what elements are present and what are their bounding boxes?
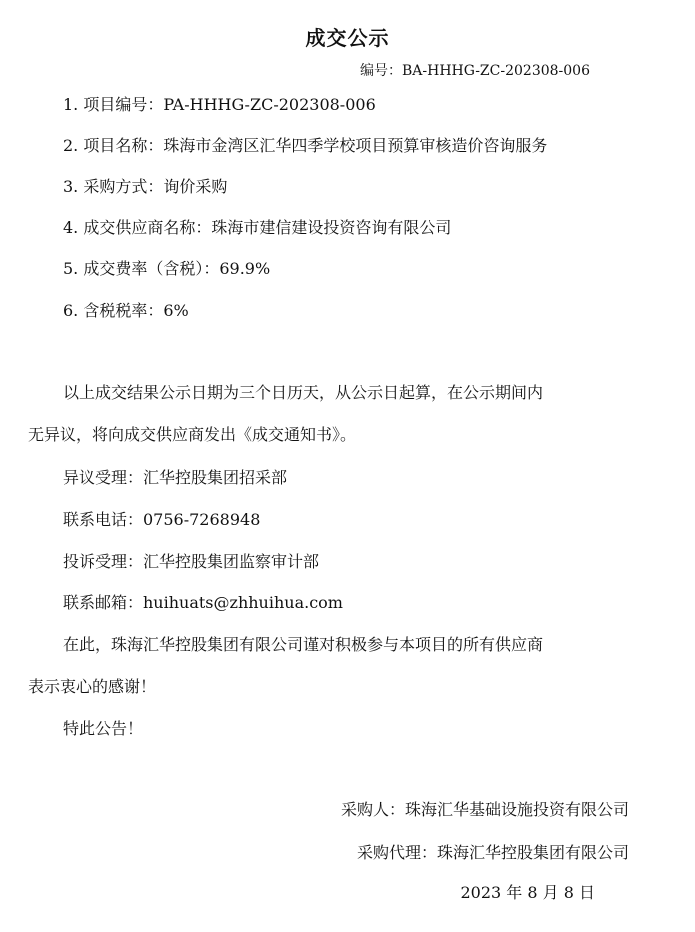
thanks-line-1: 在此，珠海汇华控股集团有限公司谨对积极参与本项目的所有供应商: [63, 635, 544, 654]
objection-contact: 异议受理：汇华控股集团招采部: [63, 468, 288, 487]
closing-statement: 特此公告！: [63, 719, 144, 738]
thanks-line-2: 表示衷心的感谢！: [28, 677, 157, 696]
document-title: 成交公示: [305, 26, 390, 50]
email-contact: 联系邮箱：huihuats@zhhuihua.com: [63, 593, 343, 612]
notice-line-2: 无异议，将向成交供应商发出《成交通知书》。: [28, 425, 357, 444]
list-item: 4. 成交供应商名称：珠海市建信建设投资咨询有限公司: [63, 218, 452, 237]
list-item: 1. 项目编号：PA-HHHG-ZC-202308-006: [63, 95, 376, 114]
list-item: 5. 成交费率（含税）：69.9%: [63, 259, 271, 278]
notice-line-1: 以上成交结果公示日期为三个日历天，从公示日起算，在公示期间内: [63, 383, 544, 402]
complaint-contact: 投诉受理：汇华控股集团监察审计部: [63, 552, 320, 571]
phone-contact: 联系电话：0756-7268948: [63, 510, 261, 529]
purchaser-signature: 采购人：珠海汇华基础设施投资有限公司: [340, 800, 629, 819]
agent-signature: 采购代理：珠海汇华控股集团有限公司: [356, 843, 629, 862]
list-item: 2. 项目名称：珠海市金湾区汇华四季学校项目预算审核造价咨询服务: [63, 136, 548, 155]
list-item: 3. 采购方式：询价采购: [63, 177, 228, 196]
list-item: 6. 含税税率：6%: [63, 301, 189, 320]
signature-date: 2023 年 8 月 8 日: [460, 883, 595, 902]
document-number: 编号：BA-HHHG-ZC-202308-006: [360, 63, 590, 79]
